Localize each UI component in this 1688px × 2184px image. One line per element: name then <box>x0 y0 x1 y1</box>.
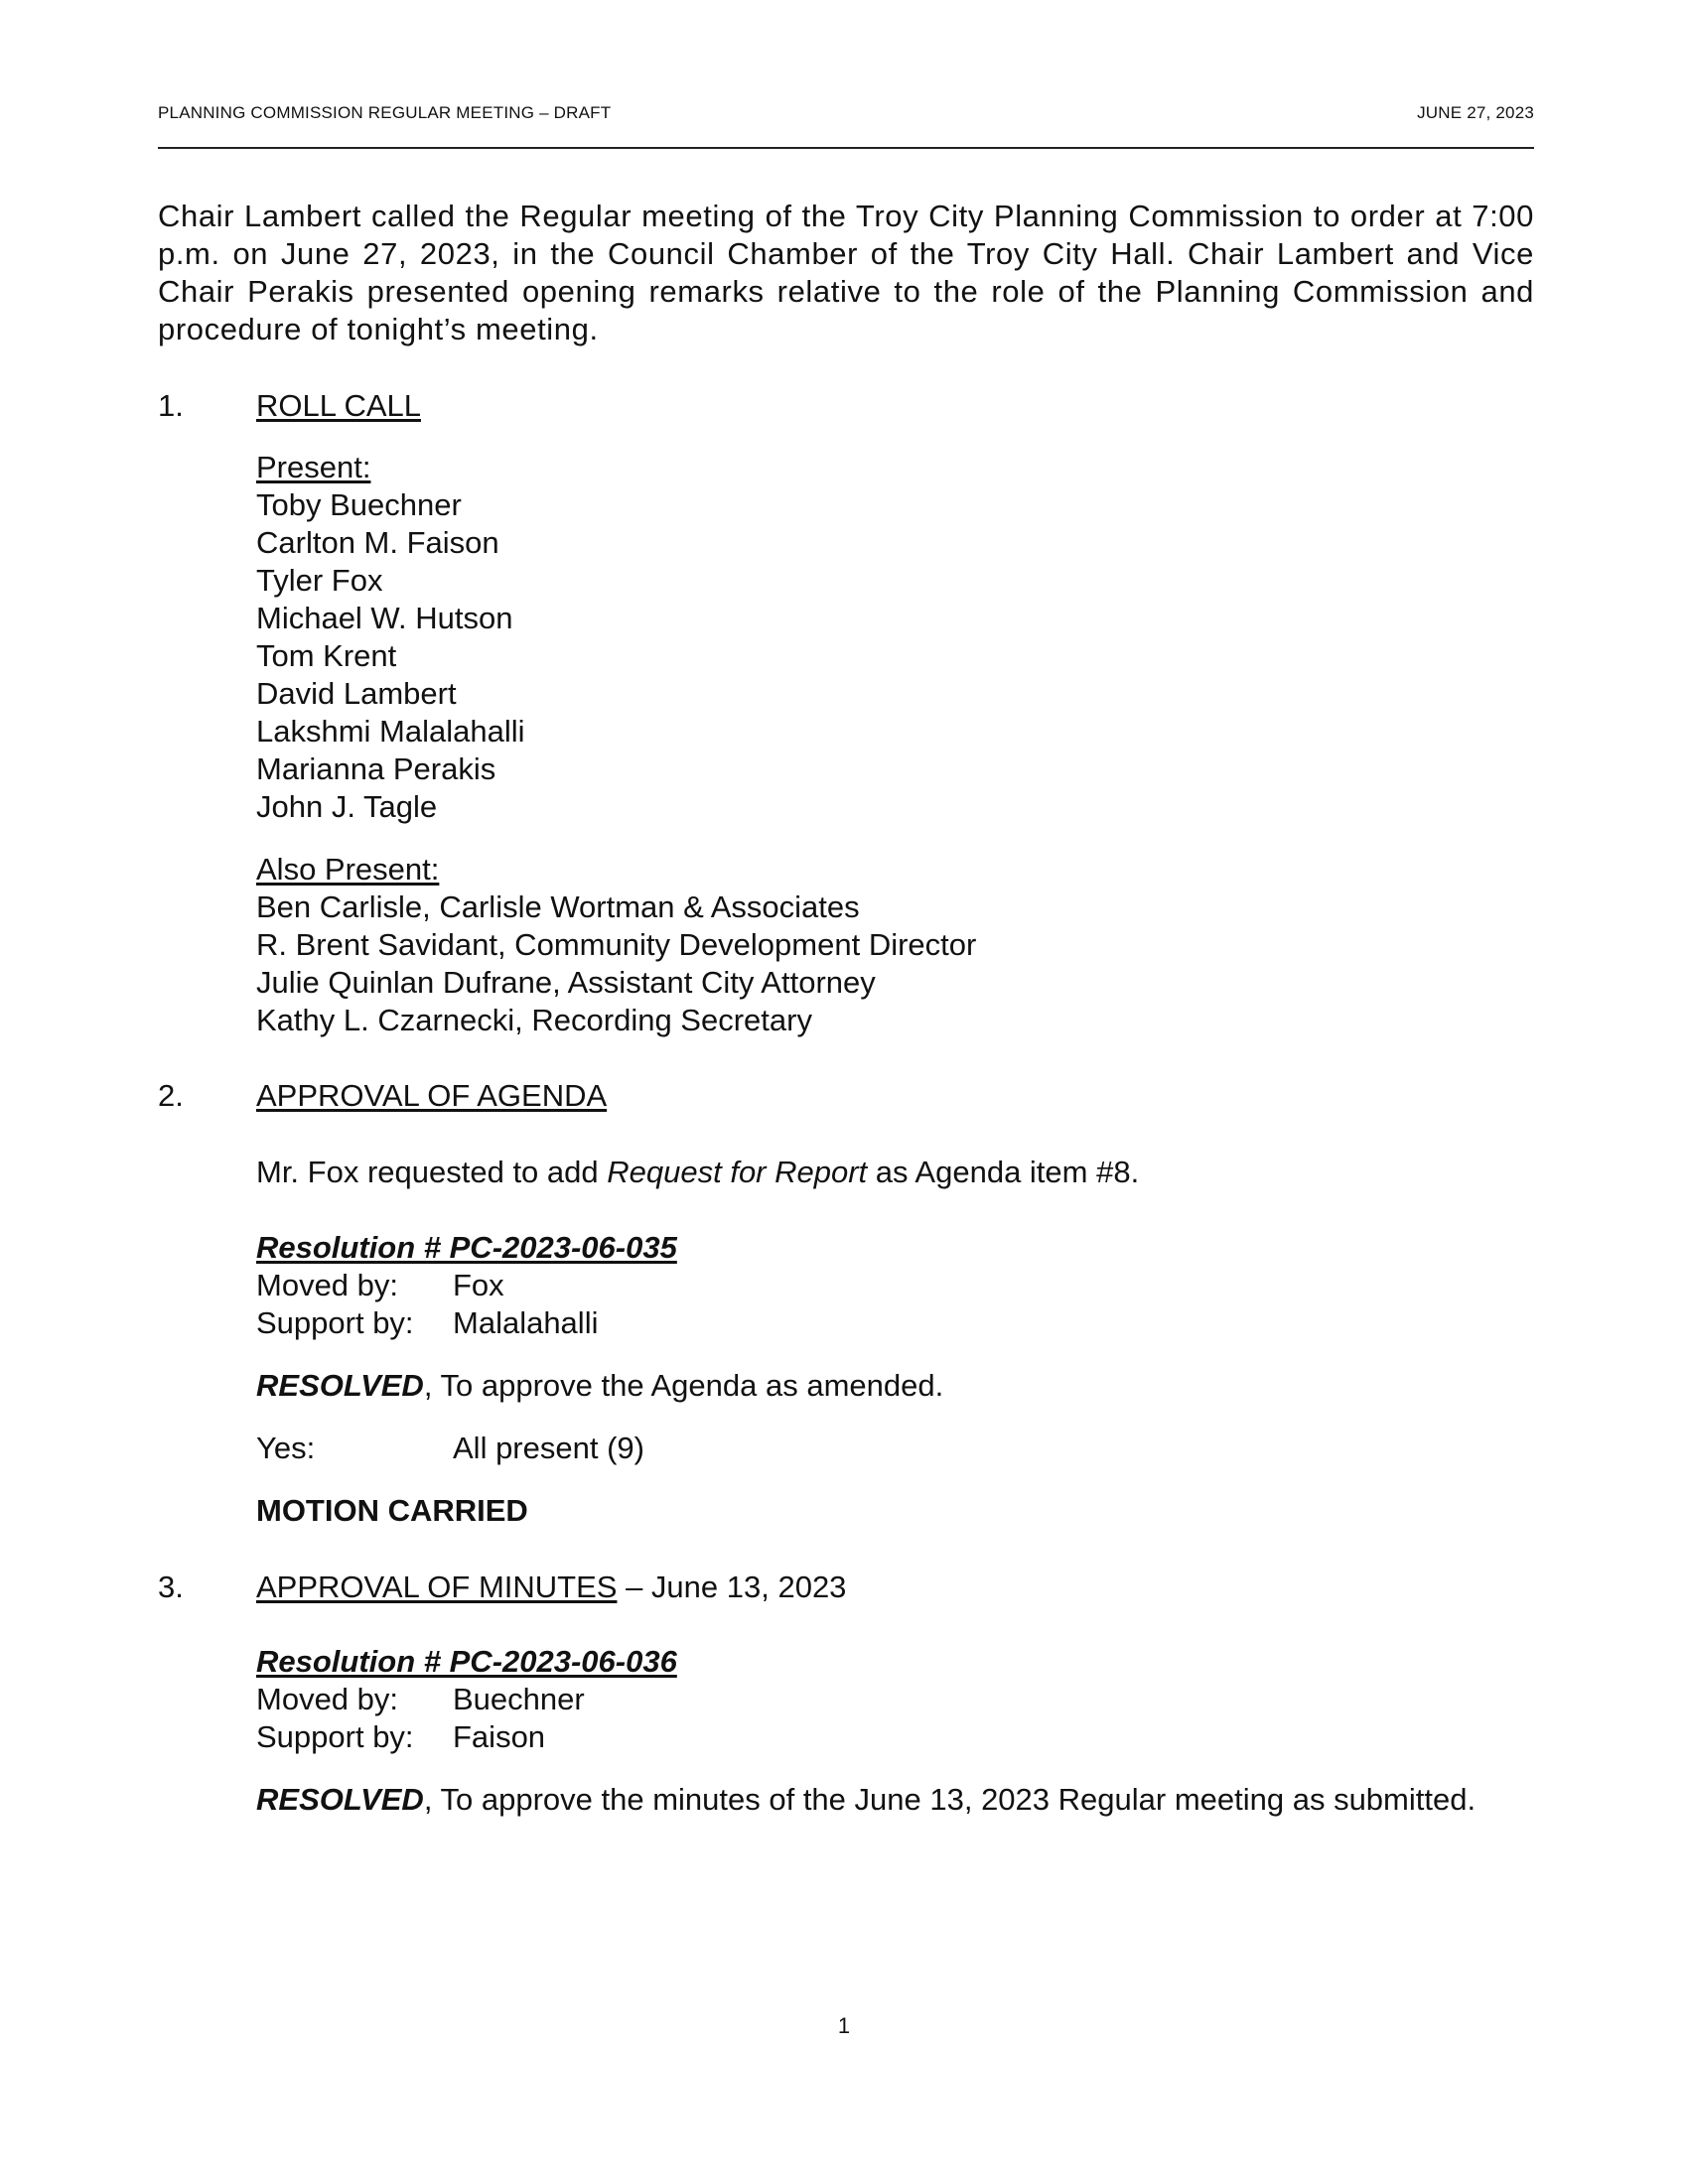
list-item: Michael W. Hutson <box>256 601 513 635</box>
page-number: 1 <box>837 2013 851 2038</box>
resolution-title-agenda: Resolution # PC-2023-06-035 <box>256 1230 677 1265</box>
support-by-label: Support by: <box>256 1305 414 1340</box>
header-divider <box>158 147 1534 149</box>
resolved-keyword: RESOLVED <box>256 1782 424 1817</box>
list-item: David Lambert <box>256 676 457 711</box>
agenda-request-italic: Request for Report <box>607 1155 868 1189</box>
resolved-keyword: RESOLVED <box>256 1368 424 1403</box>
section-title-agenda: APPROVAL OF AGENDA <box>256 1078 608 1113</box>
list-item: R. Brent Savidant, Community Development Director <box>256 927 977 962</box>
section-number-minutes: 3. <box>158 1570 184 1604</box>
resolution-title-minutes: Resolution # PC-2023-06-036 <box>256 1644 677 1679</box>
list-item: Julie Quinlan Dufrane, Assistant City Attorney <box>256 965 876 1000</box>
section-number-agenda: 2. <box>158 1078 184 1113</box>
section-title-minutes: APPROVAL OF MINUTES <box>256 1570 618 1604</box>
section-title-roll-call: ROLL CALL <box>256 388 421 423</box>
moved-by-value: Fox <box>453 1268 504 1302</box>
list-item: Ben Carlisle, Carlisle Wortman & Associates <box>256 889 860 924</box>
section-title-suffix: – June 13, 2023 <box>617 1570 847 1604</box>
list-item: Tom Krent <box>256 638 397 673</box>
moved-by-label: Moved by: <box>256 1268 399 1302</box>
resolved-text: , To approve the Agenda as amended. <box>423 1368 944 1403</box>
vote-value: All present (9) <box>453 1431 644 1465</box>
support-by-value: Faison <box>453 1719 546 1754</box>
also-present-list <box>256 888 976 1039</box>
present-list <box>256 486 525 826</box>
list-item: Lakshmi Malalahalli <box>256 714 525 749</box>
agenda-request-before: Mr. Fox requested to add <box>256 1155 608 1189</box>
moved-by-value: Buechner <box>453 1682 585 1716</box>
vote-label: Yes: <box>256 1431 316 1465</box>
list-item: Carlton M. Faison <box>256 525 499 560</box>
list-item: Toby Buechner <box>256 487 462 522</box>
agenda-request-after: as Agenda item #8. <box>867 1155 1140 1189</box>
motion-carried: MOTION CARRIED <box>256 1493 528 1528</box>
also-present-label: Also Present: <box>256 852 440 887</box>
moved-by-label: Moved by: <box>256 1682 399 1716</box>
present-label: Present: <box>256 450 371 484</box>
list-item: Marianna Perakis <box>256 751 496 786</box>
header-date: JUNE 27, 2023 <box>1417 103 1534 122</box>
page-header <box>158 103 1534 129</box>
agenda-request <box>256 1154 1139 1191</box>
intro-paragraph: Chair Lambert called the Regular meeting of the Troy City Planning Commission to order at 7:00 p.m. on June 27, 2023, in the Council Chamber of the Troy City Hall. Chair Lambert and Vice Chair Perakis presented opening remarks relative to the role of the Planning Commission and procedure of tonight’s meeting. <box>158 199 1534 346</box>
support-by-label: Support by: <box>256 1719 414 1754</box>
list-item: John J. Tagle <box>256 789 438 824</box>
resolved-statement-agenda <box>256 1367 943 1405</box>
section-heading-minutes <box>256 1569 846 1606</box>
support-by-value: Malalahalli <box>453 1305 599 1340</box>
resolved-statement-minutes <box>256 1781 1476 1819</box>
section-number-roll-call: 1. <box>158 388 184 423</box>
list-item: Tyler Fox <box>256 563 383 598</box>
list-item: Kathy L. Czarnecki, Recording Secretary <box>256 1003 812 1037</box>
resolved-text: , To approve the minutes of the June 13, 2023 Regular meeting as submitted. <box>423 1782 1477 1817</box>
header-title: PLANNING COMMISSION REGULAR MEETING – DRAFT <box>158 103 612 122</box>
